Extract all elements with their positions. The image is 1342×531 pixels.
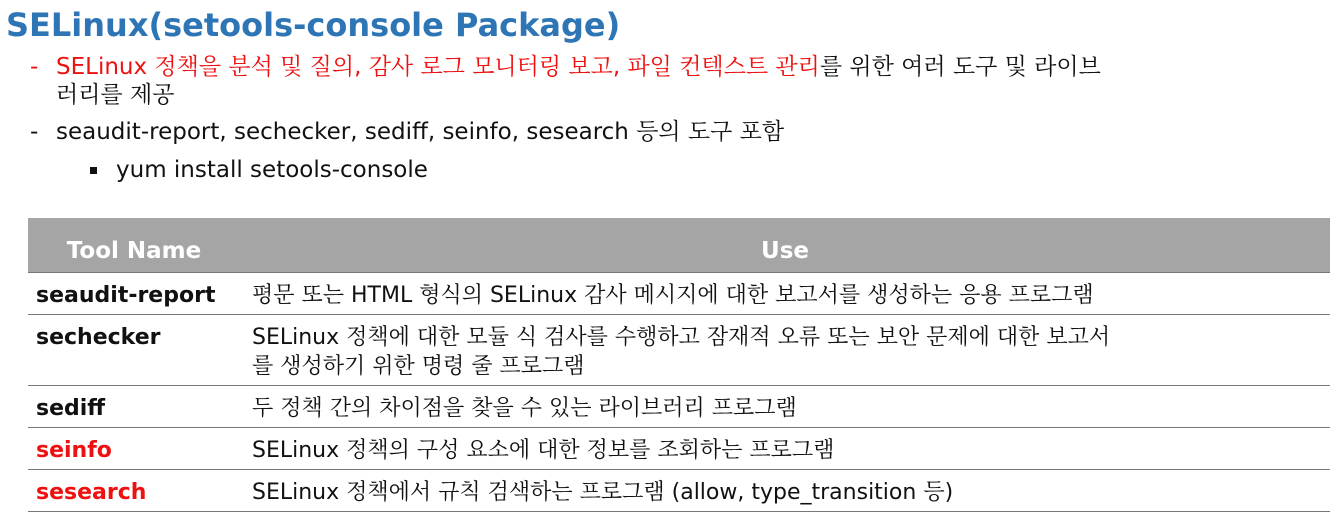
tool-name-cell: seinfo (28, 428, 240, 470)
bullet-1-line-2: 러리를 제공 (56, 82, 175, 108)
bullet-item-2 (30, 117, 1330, 147)
tool-name-cell: sediff (28, 386, 240, 428)
table-row (28, 470, 1330, 512)
header-tool-name: Tool Name (28, 218, 240, 273)
table-header-row (28, 218, 1330, 273)
tool-use-cell: SELinux 정책의 구성 요소에 대한 정보를 조회하는 프로그램 (240, 428, 1330, 470)
table-row (28, 428, 1330, 470)
bullet-2-text: seaudit-report, sechecker, sediff, seinfo, sesearch 등의 도구 포함 (56, 119, 785, 145)
tools-table (28, 218, 1330, 512)
tool-name-cell: sechecker (28, 315, 240, 386)
tool-use-cell: SELinux 정책에서 규칙 검색하는 프로그램 (allow, type_transition 등) (240, 470, 1330, 512)
tool-use-cell: 두 정책 간의 차이점을 찾을 수 있는 라이브러리 프로그램 (240, 386, 1330, 428)
bullet-item-1 (30, 52, 1330, 112)
tool-use-cell: 평문 또는 HTML 형식의 SELinux 감사 메시지에 대한 보고서를 생성하는 응용 프로그램 (240, 273, 1330, 315)
tool-use-cell (240, 315, 1330, 386)
sub-bullet-item (90, 155, 690, 185)
tool-use-line-2: 를 생성하기 위한 명령 줄 프로그램 (252, 354, 585, 379)
sub-bullet-text: yum install setools-console (116, 157, 428, 183)
bullet-dash: - (30, 54, 39, 80)
page-title: SELinux(setools-console Package) (6, 6, 621, 44)
tool-use-line-1: SELinux 정책에 대한 모듈 식 검사를 수행하고 잠재적 오류 또는 보안 문제에 대한 보고서 (252, 325, 1111, 350)
bullet-1-line-1 (56, 52, 1101, 82)
table-row (28, 315, 1330, 386)
bullet-1-rest-text: 를 위한 여러 도구 및 라이브 (819, 54, 1101, 80)
square-bullet-icon (90, 167, 97, 174)
bullet-1-highlight-text: SELinux 정책을 분석 및 질의, 감사 로그 모니터링 보고, 파일 컨텍스트 관리 (56, 54, 820, 80)
tool-name-cell: seaudit-report (28, 273, 240, 315)
bullet-dash: - (30, 119, 39, 145)
table-row (28, 273, 1330, 315)
table-row (28, 386, 1330, 428)
tool-name-cell: sesearch (28, 470, 240, 512)
header-use: Use (240, 218, 1330, 273)
